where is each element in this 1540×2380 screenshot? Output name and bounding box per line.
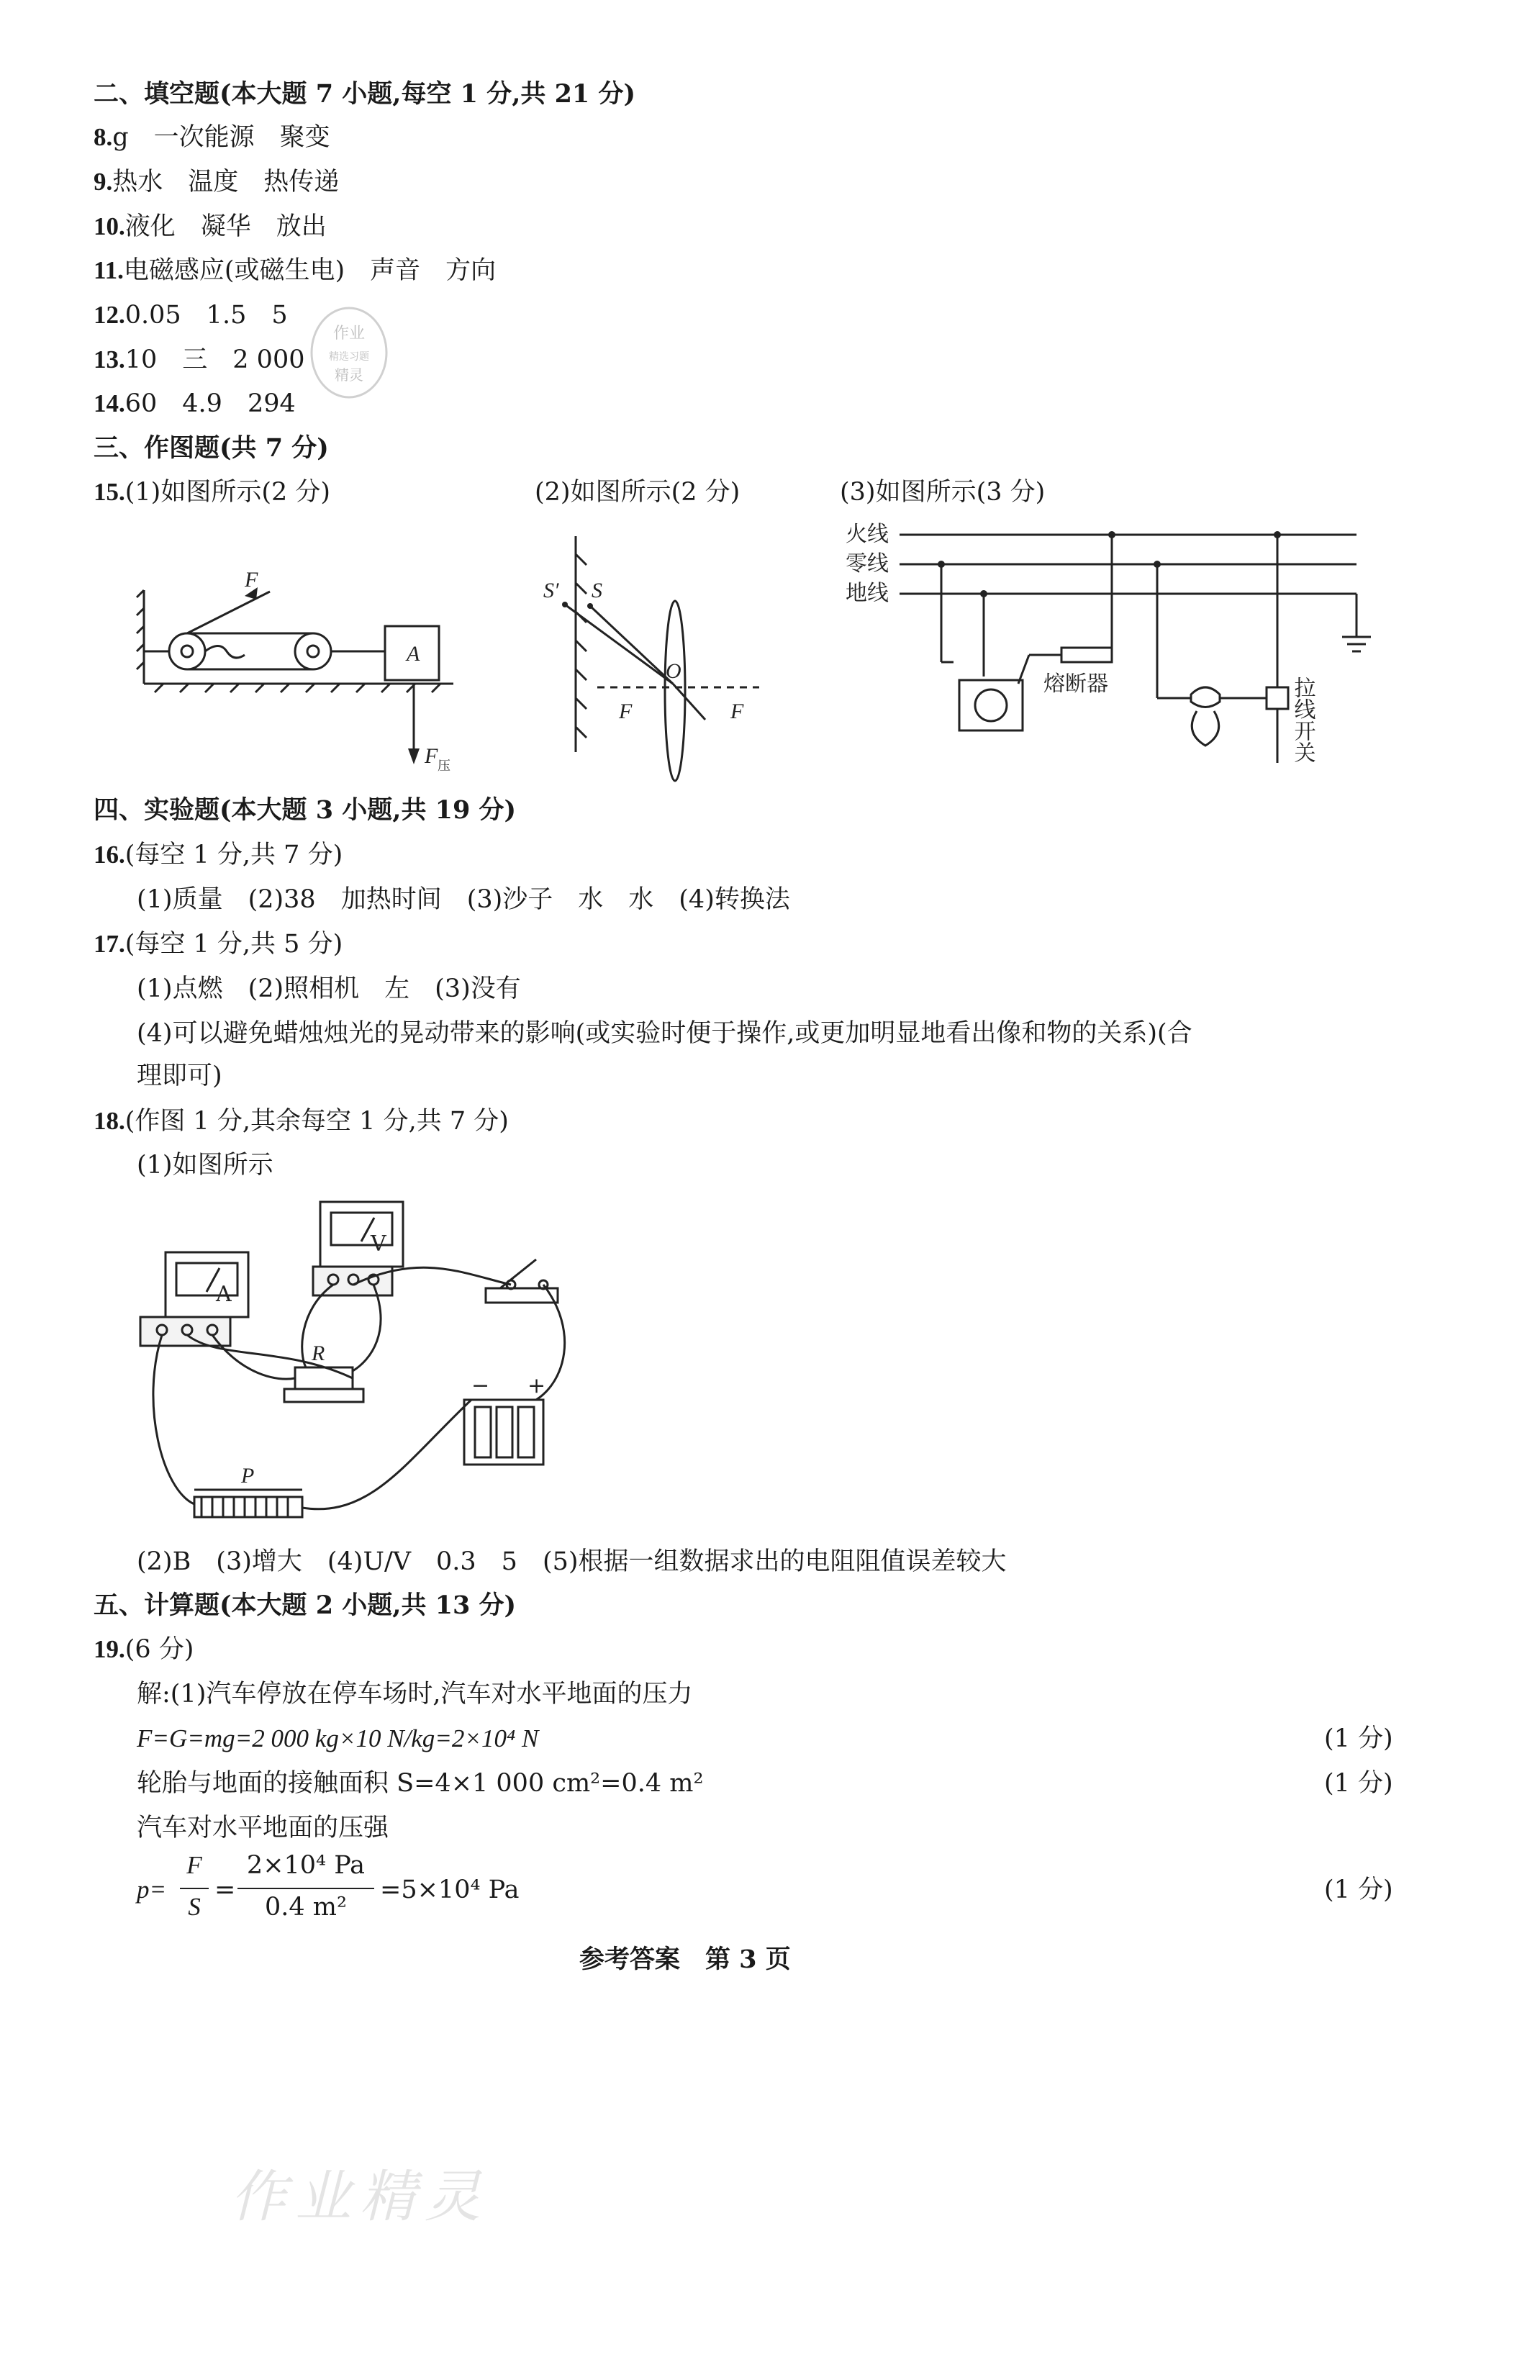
svg-text:P: P	[241, 1464, 255, 1488]
svg-text:R: R	[312, 1341, 325, 1365]
fill-item-9: 9.热水 温度 热传递	[94, 168, 340, 196]
q19-line-2: F=G=mg=2 000 kg×10 N/kg=2×10⁴ N	[137, 1724, 539, 1752]
svg-text:精灵: 精灵	[335, 366, 363, 384]
svg-text:压: 压	[438, 759, 450, 774]
formula-num-F: F	[186, 1851, 202, 1879]
svg-text:地线: 地线	[846, 581, 889, 606]
formula-bar-2	[237, 1888, 374, 1889]
fill-item-11: 11.电磁感应(或磁生电) 声音 方向	[94, 256, 497, 285]
figure-experiment	[133, 1187, 594, 1547]
svg-text:−: −	[471, 1373, 490, 1398]
q15-part1: 15.(1)如图所示(2 分)	[94, 478, 331, 507]
fill-item-12: 12.0.05 1.5 5	[94, 301, 288, 330]
formula-den-2: 0.4 m²	[264, 1893, 347, 1922]
formula-bar-1	[180, 1888, 209, 1889]
q17-body-1: (1)点燃 (2)照相机 左 (3)没有	[137, 974, 521, 1003]
svg-text:S′: S′	[543, 579, 559, 602]
svg-text:熔断器: 熔断器	[1043, 671, 1108, 697]
q19-line-3: 轮胎与地面的接触面积 S=4×1 000 cm²=0.4 m²	[137, 1769, 704, 1798]
fill-item-14: 14.60 4.9 294	[94, 389, 296, 418]
watermark: 作业精灵	[230, 2165, 490, 2230]
svg-text:F: F	[425, 744, 438, 768]
q18-head: 18.(作图 1 分,其余每空 1 分,共 7 分)	[94, 1107, 509, 1136]
q16-body: (1)质量 (2)38 加热时间 (3)沙子 水 水 (4)转换法	[137, 885, 790, 914]
section-3-title: 三、作图题(共 7 分)	[94, 433, 329, 463]
section-5-title: 五、计算题(本大题 2 小题,共 13 分)	[94, 1591, 517, 1620]
svg-text:S: S	[592, 579, 602, 602]
q17-body-3: 理即可)	[137, 1062, 222, 1090]
q18-part2: (2)B (3)增大 (4)U/V 0.3 5 (5)根据一组数据求出的电阻阻值误差较大	[137, 1547, 1007, 1576]
svg-text:拉线开关: 拉线开关	[1290, 677, 1315, 763]
fill-item-10: 10.液化 凝华 放出	[94, 212, 327, 241]
svg-text:火线: 火线	[846, 522, 889, 547]
q19-score-2: (1 分)	[1324, 1769, 1393, 1798]
formula-rhs: =5×10⁴ Pa	[380, 1876, 520, 1904]
figure-pulley	[137, 554, 461, 784]
page-footer: 参考答案 第 3 页	[579, 1945, 791, 1974]
fill-item-8: 8.g 一次能源 聚变	[94, 123, 330, 152]
svg-text:+: +	[527, 1373, 546, 1398]
q19-score-1: (1 分)	[1324, 1724, 1393, 1753]
figure-circuit	[846, 518, 1392, 784]
section-4-title: 四、实验题(本大题 3 小题,共 19 分)	[94, 795, 517, 825]
fill-item-13: 13.10 三 2 000	[94, 345, 305, 374]
q19-line-1: 解:(1)汽车停放在停车场时,汽车对水平地面的压力	[137, 1680, 693, 1709]
q19-head: 19.(6 分)	[94, 1635, 194, 1664]
q15-part2: (2)如图所示(2 分)	[535, 478, 740, 507]
svg-text:F: F	[730, 700, 744, 723]
stamp-logo	[306, 302, 392, 403]
q17-head: 17.(每空 1 分,共 5 分)	[94, 930, 343, 959]
svg-text:精选习题: 精选习题	[329, 351, 369, 363]
q15-part3: (3)如图所示(3 分)	[840, 478, 1046, 507]
formula-den-S: S	[188, 1893, 201, 1921]
svg-text:零线: 零线	[846, 551, 889, 576]
svg-text:V: V	[371, 1231, 386, 1257]
figure-lens	[525, 525, 770, 763]
q16-head: 16.(每空 1 分,共 7 分)	[94, 841, 343, 869]
q17-body-2: (4)可以避免蜡烛烛光的晃动带来的影响(或实验时便于操作,或更加明显地看出像和物的关系)(合	[137, 1019, 1192, 1048]
formula-num-2: 2×10⁴ Pa	[246, 1851, 366, 1880]
svg-text:O: O	[666, 659, 681, 683]
q19-line-4: 汽车对水平地面的压强	[137, 1814, 389, 1842]
svg-text:F: F	[619, 700, 633, 723]
svg-text:作业: 作业	[332, 325, 366, 343]
section-2-title: 二、填空题(本大题 7 小题,每空 1 分,共 21 分)	[94, 79, 636, 109]
formula-lhs: p=	[137, 1876, 167, 1904]
svg-text:A: A	[407, 642, 420, 666]
q19-score-3: (1 分)	[1324, 1876, 1393, 1904]
formula-eq: =	[214, 1876, 236, 1904]
svg-text:F: F	[245, 568, 258, 592]
q18-part1: (1)如图所示	[137, 1151, 273, 1180]
svg-text:A: A	[216, 1282, 232, 1307]
